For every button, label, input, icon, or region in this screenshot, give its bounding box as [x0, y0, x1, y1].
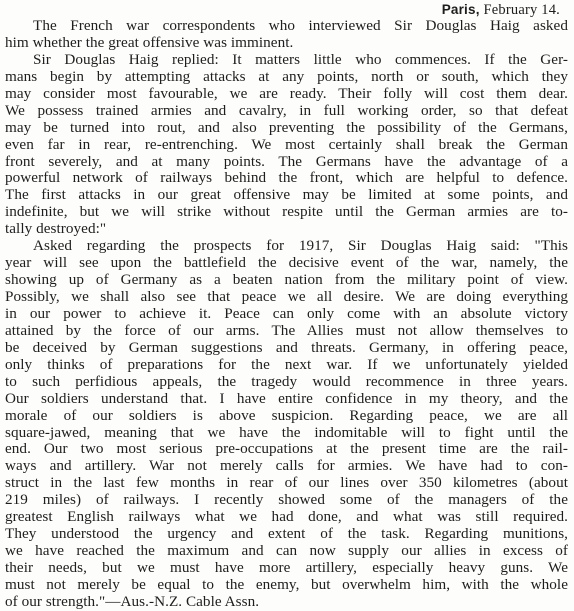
- text-line: We possess trained armies and cavalry, in full working order, so that defeat: [5, 102, 568, 119]
- text-line: 219 miles) of railways. I recently showed some of the managers of the: [5, 492, 568, 509]
- text-line: only thinks of preparations for the next war. If we unfortunately yielded: [5, 356, 568, 373]
- text-line: Sir Douglas Haig replied: It matters little who commences. If the Ger-: [33, 51, 568, 68]
- text-line: may consider most favourable, we are ready. Their folly will cost them dear.: [5, 85, 568, 102]
- article-body: [5, 18, 568, 611]
- text-line: year will see upon the battlefield the decisive event of the war, namely, the: [5, 255, 568, 272]
- text-line: greatest English railways what we had done, and what was still required.: [5, 509, 568, 526]
- text-line: in our power to achieve it. Peace can only come with an absolute victory: [5, 305, 568, 322]
- text-line: ways and artillery. War not merely calls for armies. We have had to con-: [5, 458, 568, 475]
- dateline-place: Paris,: [441, 2, 480, 17]
- text-line: must not merely be equal to the enemy, but overwhelm him, with the whole: [5, 576, 568, 593]
- dateline-date: February 14.: [483, 2, 560, 18]
- text-line: indefinite, but we will strike without respite until the German armies are to-: [5, 204, 568, 221]
- text-line: even far in rear, re-entrenching. We most certainly shall break the German: [5, 136, 568, 153]
- text-line: Our soldiers understand that. I have entire confidence in my theory, and the: [5, 390, 568, 407]
- text-line: end. Our two most serious pre-occupations at the present time are the rail-: [5, 441, 568, 458]
- text-line: attained by the force of our arms. The Allies must not allow themselves to: [5, 322, 568, 339]
- text-line: front severely, and at many points. The Germans have the advantage of a: [5, 153, 568, 170]
- text-line: we have reached the maximum and can now supply our allies in excess of: [5, 543, 568, 560]
- paragraph: [5, 238, 568, 611]
- text-line: to such perfidious appeals, the tragedy would recommence in three years.: [5, 373, 568, 390]
- text-line: The first attacks in our great offensive may be limited at some points, and: [5, 187, 568, 204]
- text-line: him whether the great offensive was imminent.: [5, 34, 294, 51]
- text-line: showing up of Germany as a beaten nation from the military point of view.: [5, 272, 568, 289]
- text-line: They understood the urgency and extent of the task. Regarding munitions,: [5, 526, 568, 543]
- text-line: tally destroyed:": [5, 221, 107, 238]
- text-line: square-jawed, meaning that we have the indomitable will to fight until the: [5, 424, 568, 441]
- text-line: powerful network of railways behind the front, which are helpful to defence.: [5, 170, 568, 187]
- text-line: Asked regarding the prospects for 1917, Sir Douglas Haig said: "This: [33, 238, 568, 255]
- text-line: their needs, but we must have more artillery, especially heavy guns. We: [5, 560, 568, 576]
- text-line: be deceived by German suggestions and threats. Germany, in offering peace,: [5, 339, 568, 356]
- text-line: Possibly, we shall also see that peace we all desire. We are doing everything: [5, 289, 568, 305]
- text-line: morale of our soldiers is above suspicion. Regarding peace, we are all: [5, 407, 568, 424]
- paragraph: [5, 52, 568, 238]
- dateline: [5, 2, 568, 18]
- text-line: struct in the last few months in rear of our lines over 350 kilometres (about: [5, 475, 568, 492]
- text-line: may be turned into rout, and also preventing the possibility of the Germans,: [5, 119, 568, 136]
- text-line: of our strength."—Aus.-N.Z. Cable Assn.: [5, 593, 260, 610]
- text-line: The French war correspondents who interviewed Sir Douglas Haig asked: [33, 18, 568, 34]
- text-line: mans begin by attempting attacks at any points, north or south, which they: [5, 68, 568, 85]
- paragraph: [5, 18, 568, 52]
